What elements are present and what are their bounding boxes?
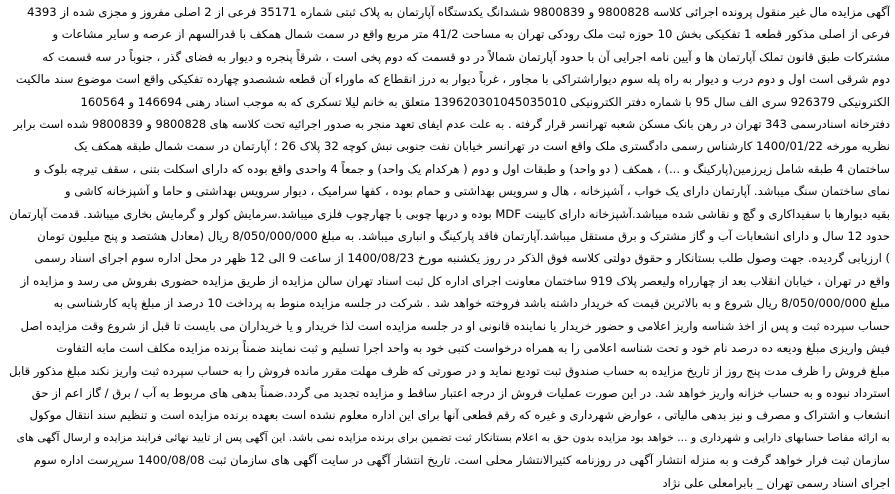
notice-line: اجرای اسناد رسمی تهران _ بابرامعلی علی نژاد — [662, 475, 890, 490]
notice-line: نظریه مورخه 1400/01/22 کارشناس رسمی دادگستری ملک واقع است در تهرانسر خیابان نفت جنوبی نبش کوچه 32 پلاک 26 ؛ آپارتمان در سمت شمال طبقه همکف یک — [74, 139, 890, 154]
notice-line: آگهی مزایده مال غیر منقول پرونده اجرائی کلاسه 9800828 و 9800839 ششدانگ یکدستگاه آپارتمان به پلاک ثبتی شماره 35171 فرعی از 2 اصلی مفروز و مجزی شده از 4393 — [27, 5, 890, 19]
notice-line: دوم شرقی است اول و دوم درب و دیوار به راه پله سوم دیواراشتراکی با مجاور ، غرباً دیوار به درز انقطاع که ماوراء آن قطعه ششصدو چهارده تفکیکی واقع است موضوع سند مالکیت — [15, 72, 890, 87]
notice-line: واقع در تهران ، خیابان انقلاب بعد از چهارراه ولیعصر پلاک 919 ساختمان معاونت اجرای اداره کل ثبت اسناد تهران سالن مزایده از طریق مزایده حضوری بفروش می رسد و مزایده از — [20, 273, 890, 288]
notice-line: مشترکات طبق قانون تملک آپارتمان ها و آیین نامه اجرایی آن با حدود آپارتمان شمالاً در دو قسمت که دوم پخی است ، شرقاً پنجره و دیوار به فضای گذر ، جنوباً در سه قسمت که — [42, 49, 890, 64]
notice-line: انشعاب و اشتراک و مصرف و نیز بدهی مالیاتی ، عوارض شهرداری و غیره که رقم قطعی آنها برای این اداره معلوم نشده است بعهده برنده مزایده است و تنظیم سند انتقال موکول — [29, 408, 890, 423]
notice-line: حساب سپرده ثبت و پس از اخذ شناسه واریز اعلامی و حضور خریدار یا نماینده قانونی او در جلسه مزایده است لذا خریدار و یا خریداران می بایست تا قبل از شروع وقت مزایده اصل — [20, 318, 890, 333]
notice-line: نمای ساختمان سنگ میباشد. آپارتمان دارای یک خواب ، آشپزخانه ، هال و سرویس بهداشتی و حمام بوده ، کفها سرامیک ، دیوار سرویس بهداشتی و حاما و آشپزخانه کاشی و — [64, 184, 890, 199]
notice-line: فیش واریزی مبلغ ودیعه ده درصد نام خود و تحت شناسه اعلامی را به همراه درخواست کتبی خود به واحد اجرا تسلیم و ثبت نمایند ضمناً برنده مزایده مکلف است مابه التفاوت — [56, 341, 890, 356]
notice-line: دفترخانه اسنادرسمی 343 تهران در رهن بانک مسکن شعبه تهرانسر قرار گرفته . به علت عدم ایفای تعهد منجر به صدور اجرائیه تحت کلاسه های 9800828 و 9800839 شده است برابر — [13, 117, 890, 132]
notice-line: ) ارزیابی گردیده. جهت وصول طلب بستانکار و حقوق دولتی کلاسه فوق الذکر در روز یکشنبه مورخ 1400/08/23 از ساعت 9 الی 12 ظهر در محل اداره سوم اجرای اسناد رسمی — [34, 251, 890, 266]
notice-line: به ارائه مفاصا حسابهای دارایی و شهرداری و ... خواهد بود مزایده بدون حق به اعلام بستانکار ثبت تضمین برای برنده مزایده نمی باشد. این آگهی پس از تایید نهائی فرایند مزایده و ارسال آگهی های — [16, 430, 890, 444]
notice-line: حدود 12 سال و دارای انشعابات آب و گاز مشترک و برق مستقل میباشد.آپارتمان فاقد پارکینگ و انباری میباشد. به مبلغ 8/050/000/000 ریال (معادل هشتصد و پنج میلیون تومان — [37, 229, 890, 244]
notice-line: استرداد نبوده و به حساب خزانه واریز خواهد شد. در این صورت عملیات فروش از درجه اعتبار ساقط و مزایده تجدید می گردد.ضمناً بدهی های مربوط به آب / برق / گاز اعم از حق — [31, 385, 890, 400]
notice-line: مبلغ فروش را ظرف مدت پنج روز از تاریخ مزایده به حساب صندوق ثبت تودیع نماید و در صورتی که ظرف مهلت مقرر مانده فروش را به حساب سپرده ثبت واریز نکند مبلغ مذکور قابل — [9, 363, 890, 378]
auction-notice-text — [5, 1, 890, 494]
notice-line: فرعی از اصلی مذکور قطعه 1 تفکیکی بخش 10 حوزه ثبت ملک رودکی تهران به مساحت 41/2 متر مربع واقع در سمت شمال همکف با قدرالسهم از عرصه و سایر مشاعات و — [52, 27, 890, 42]
notice-line: مبلغ 8/050/000/000 ریال شروع و به بالاترین قیمت که خریدار داشته باشد فروخته خواهد شد . شرکت در جلسه مزایده منوط به پرداخت 10 درصد از مبلغ پایه کارشناسی به — [53, 296, 890, 311]
notice-line: بقیه دیوارها با سفیداکاری و گچ و نقاشی شده میباشد.آشپزخانه دارای کابینت MDF بوده و دربها چوبی با چهارچوب فلزی میباشد.سرمایش کولر و گرمایش بخاری میباشد. قدمت آپارتمان — [9, 206, 890, 221]
notice-line: سازمان ثبت فرار خواهد گرفت و به منزله انتشار آگهی در روزنامه کثیرالانتشار محلی است. تاریخ انتشار آگهی در سایت آگهی های سازمان ثبت 1400/08/08 سرپرست اداره سوم — [33, 453, 890, 468]
notice-line: الکترونیکی 926379 سری الف سال 95 با شماره دفتر الکترونیکی 139620301045035010 متعلق به خانم لیلا تسکری که به موجب اسناد رهنی 146694 و 160564 — [80, 94, 890, 109]
notice-line: ساختمان 4 طبقه شامل زیرزمین(پارکینگ و ...) ، همکف ( دو واحد) و طبقات اول و دوم ( هرکدام یک واحد) و جمعاً 4 واحدی واقع بوده که دارای اسکلت بتنی ، سقف تیرچه بلوک و — [34, 161, 890, 176]
